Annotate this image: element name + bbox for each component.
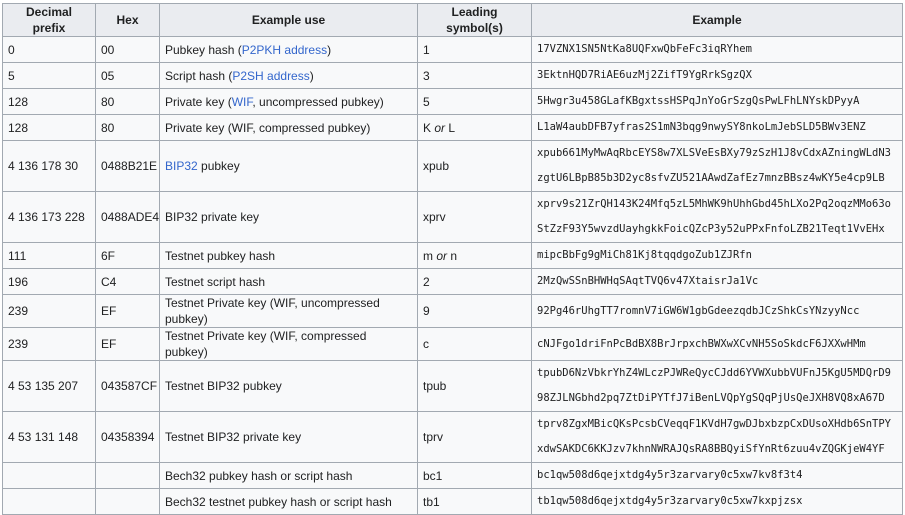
bip32-link[interactable]: BIP32 [165, 159, 198, 173]
leading-symbol-a: m [423, 248, 437, 263]
decimal-prefix: 128 [3, 89, 96, 115]
example-use: Bech32 testnet pubkey hash or script hash [160, 489, 418, 515]
leading-symbol: tprv [418, 412, 532, 463]
leading-symbol: c [418, 328, 532, 361]
example-use: Testnet pubkey hash [160, 243, 418, 269]
table-row [3, 37, 903, 63]
decimal-prefix: 4 136 173 228 [3, 192, 96, 243]
table-row [3, 141, 903, 192]
header-leading-symbols: Leading symbol(s) [418, 4, 532, 37]
example-value: cNJFgo1driFnPcBdBX8BrJrpxchBWXwXCvNH5SoSkdcF6JXXwHMm [532, 328, 903, 361]
hex-value: 0488B21E [96, 141, 160, 192]
hex-value [96, 463, 160, 489]
example-use [160, 141, 418, 192]
table-row [3, 269, 903, 295]
example-value: xprv9s21ZrQH143K24Mfq5zL5MhWK9hUhhGbd45hLXo2Pq2oqzMMo63oStZzF93Y5wvzdUayhgkkFoicQZcP3y52uPPxFnfoLZB21Teqt1VvEHx [532, 192, 903, 243]
decimal-prefix: 5 [3, 63, 96, 89]
hex-value: 6F [96, 243, 160, 269]
table-row [3, 489, 903, 515]
example-value: 17VZNX1SN5NtKa8UQFxwQbFeFc3iqRYhem [532, 37, 903, 63]
example-value: tb1qw508d6qejxtdg4y5r3zarvary0c5xw7kxpjzsx [532, 489, 903, 515]
hex-value [96, 489, 160, 515]
leading-symbol-b: n [447, 248, 458, 263]
hex-value: C4 [96, 269, 160, 295]
table-row [3, 89, 903, 115]
decimal-prefix [3, 489, 96, 515]
example-use: Testnet BIP32 pubkey [160, 361, 418, 412]
hex-value: EF [96, 328, 160, 361]
leading-symbol: tb1 [418, 489, 532, 515]
leading-symbol: xprv [418, 192, 532, 243]
example-value: 5Hwgr3u458GLafKBgxtssHSPqJnYoGrSzgQsPwLFhLNYskDPyyA [532, 89, 903, 115]
use-text: ) [309, 68, 314, 83]
decimal-prefix: 239 [3, 328, 96, 361]
example-use [160, 89, 418, 115]
example-value: mipcBbFg9gMiCh81Kj8tqqdgoZub1ZJRfn [532, 243, 903, 269]
example-use: Testnet script hash [160, 269, 418, 295]
leading-symbol: 2 [418, 269, 532, 295]
decimal-prefix: 4 53 131 148 [3, 412, 96, 463]
example-value: bc1qw508d6qejxtdg4y5r3zarvary0c5xw7kv8f3t4 [532, 463, 903, 489]
prefix-table [2, 3, 903, 515]
decimal-prefix: 4 136 178 30 [3, 141, 96, 192]
leading-symbol: 5 [418, 89, 532, 115]
example-use [160, 37, 418, 63]
use-text: Script hash ( [165, 68, 233, 83]
decimal-prefix: 0 [3, 37, 96, 63]
leading-symbol: 3 [418, 63, 532, 89]
use-text: , uncompressed pubkey) [252, 94, 384, 109]
use-text: Private key ( [165, 94, 232, 109]
decimal-prefix: 4 53 135 207 [3, 361, 96, 412]
leading-symbol: bc1 [418, 463, 532, 489]
example-value: 92Pg46rUhgTT7romnV7iGW6W1gbGdeezqdbJCzShkCsYNzyyNcc [532, 295, 903, 328]
header-example-use: Example use [160, 4, 418, 37]
example-value: 3EktnHQD7RiAE6uzMj2ZifT9YgRrkSgzQX [532, 63, 903, 89]
header-hex: Hex [96, 4, 160, 37]
header-example: Example [532, 4, 903, 37]
hex-value: 00 [96, 37, 160, 63]
example-value: xpub661MyMwAqRbcEYS8w7XLSVeEsBXy79zSzH1J8vCdxAZningWLdN3zgtU6LBpB85b3D2yc8sfvZU521AAwdZafEz7mnzBBsz4wKY5e4cp9LB [532, 141, 903, 192]
example-use: Testnet BIP32 private key [160, 412, 418, 463]
header-row [3, 4, 903, 37]
table-row [3, 463, 903, 489]
table-row [3, 412, 903, 463]
hex-value: 80 [96, 115, 160, 141]
hex-value: 04358394 [96, 412, 160, 463]
p2sh-address-link[interactable]: P2SH address [232, 68, 310, 83]
table-row [3, 63, 903, 89]
decimal-prefix [3, 463, 96, 489]
example-use: Testnet Private key (WIF, uncompressed pubkey) [160, 295, 418, 328]
use-text: ) [327, 42, 332, 57]
decimal-prefix: 239 [3, 295, 96, 328]
example-use [160, 63, 418, 89]
table-row [3, 328, 903, 361]
example-use: BIP32 private key [160, 192, 418, 243]
leading-symbol [418, 243, 532, 269]
example-use: Testnet Private key (WIF, compressed pubkey) [160, 328, 418, 361]
hex-value: EF [96, 295, 160, 328]
hex-value: 043587CF [96, 361, 160, 412]
decimal-prefix: 111 [3, 243, 96, 269]
or-text: or [434, 120, 446, 135]
or-text: or [436, 248, 448, 263]
table-row [3, 192, 903, 243]
use-text: Pubkey hash ( [165, 42, 242, 57]
p2pkh-address-link[interactable]: P2PKH address [241, 42, 328, 57]
hex-value: 80 [96, 89, 160, 115]
leading-symbol [418, 115, 532, 141]
table-row [3, 243, 903, 269]
leading-symbol: tpub [418, 361, 532, 412]
leading-symbol-a: K [423, 120, 435, 135]
wif-link[interactable]: WIF [231, 94, 253, 109]
example-use: Private key (WIF, compressed pubkey) [160, 115, 418, 141]
header-decimal-prefix: Decimal prefix [3, 4, 96, 37]
example-use: Bech32 pubkey hash or script hash [160, 463, 418, 489]
example-value: tpubD6NzVbkrYhZ4WLczPJWReQycCJdd6YVWXubbVUFnJ5KgU5MDQrD998ZJLNGbhd2pq7ZtDiPYTfJ7iBenLVQpYgSQqPjUsQeJXH8VQ8xA67D [532, 361, 903, 412]
decimal-prefix: 196 [3, 269, 96, 295]
leading-symbol: 1 [418, 37, 532, 63]
example-value: tprv8ZgxMBicQKsPcsbCVeqqF1KVdH7gwDJbxbzpCxDUsoXHdb6SnTPYxdwSAKDC6KKJzv7khnNWRAJQsRA8BBQyiSfYnRt6zuu4vZQGKjeW4YF [532, 412, 903, 463]
hex-value: 05 [96, 63, 160, 89]
leading-symbol: 9 [418, 295, 532, 328]
leading-symbol: xpub [418, 141, 532, 192]
table-row [3, 295, 903, 328]
hex-value: 0488ADE4 [96, 192, 160, 243]
leading-symbol-b: L [445, 120, 456, 135]
table-row [3, 115, 903, 141]
decimal-prefix: 128 [3, 115, 96, 141]
example-value: 2MzQwSSnBHWHqSAqtTVQ6v47XtaisrJa1Vc [532, 269, 903, 295]
example-value: L1aW4aubDFB7yfras2S1mN3bqg9nwySY8nkoLmJebSLD5BWv3ENZ [532, 115, 903, 141]
use-text: pubkey [197, 159, 240, 173]
table-row [3, 361, 903, 412]
